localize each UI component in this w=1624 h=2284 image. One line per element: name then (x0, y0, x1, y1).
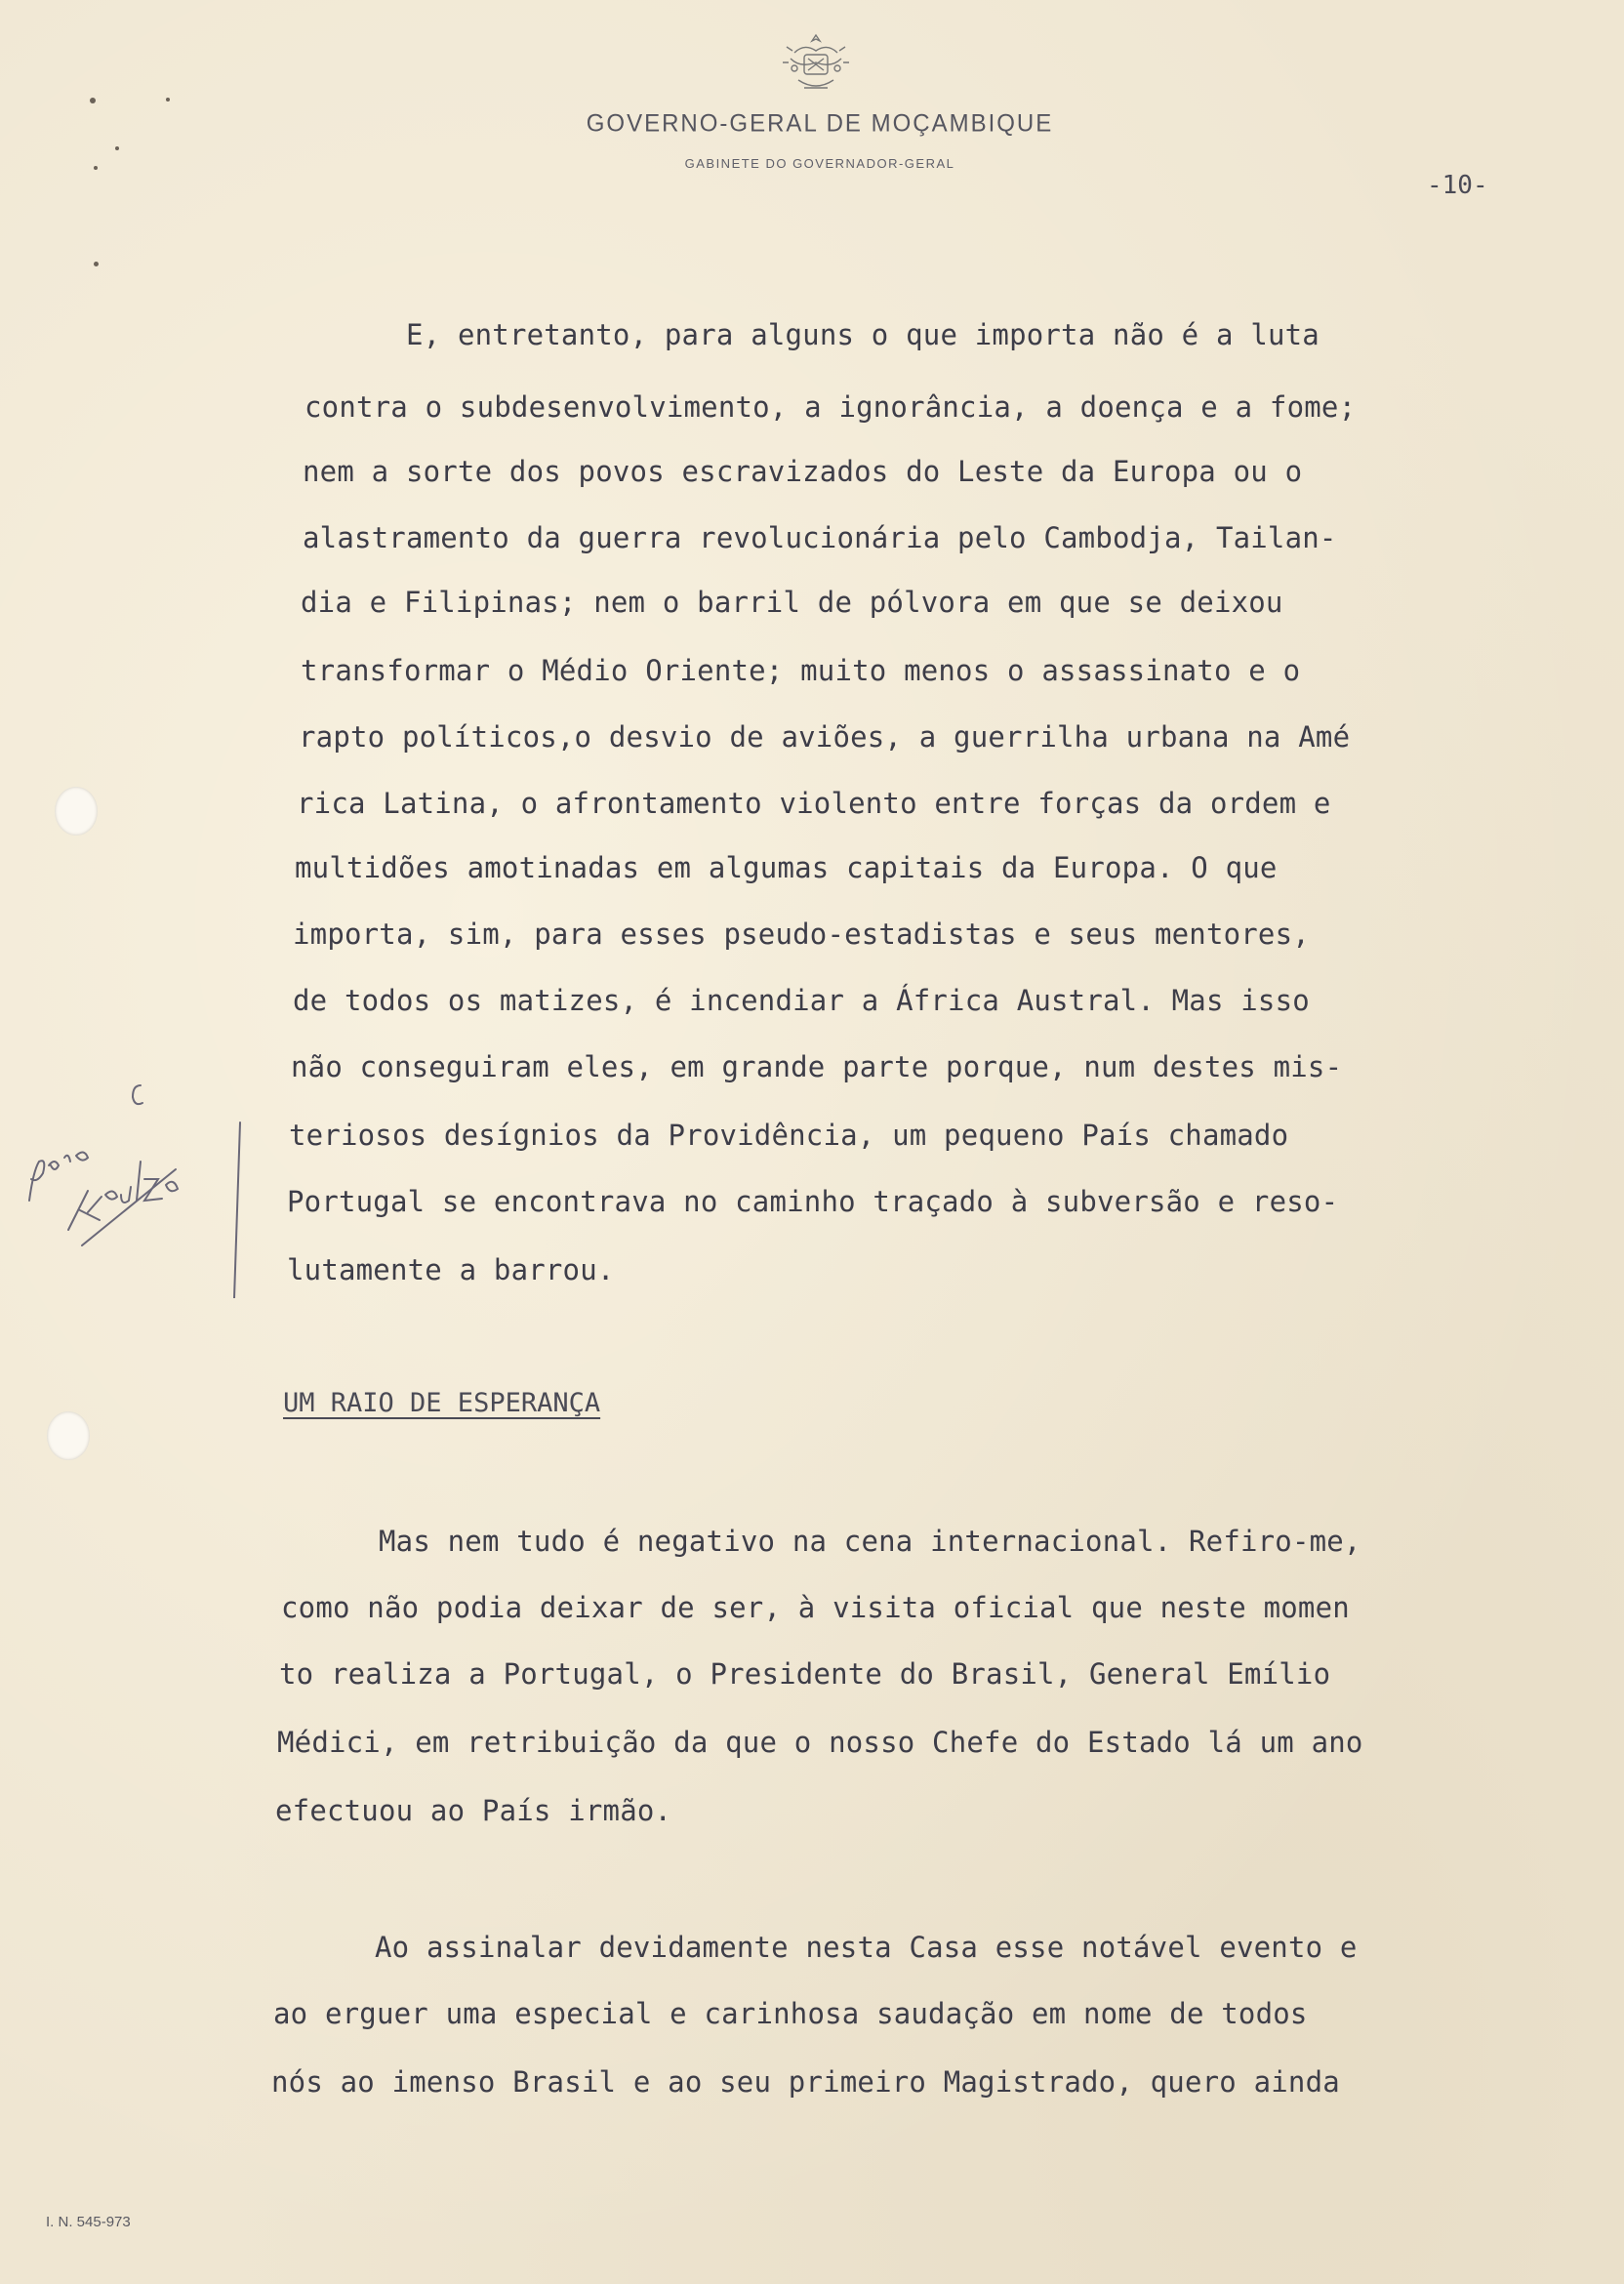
handwritten-margin-note (20, 1064, 244, 1298)
body-line: dia e Filipinas; nem o barril de pólvora em que se deixou (301, 586, 1283, 619)
body-line: multidões amotinadas em algumas capitais da Europa. O que (295, 851, 1278, 884)
punch-hole (47, 1411, 90, 1460)
body-line: transformar o Médio Oriente; muito menos o assassinato e o (301, 654, 1301, 687)
body-line: de todos os matizes, é incendiar a África Austral. Mas isso (293, 984, 1310, 1017)
paper-speck (115, 146, 119, 150)
punch-hole (55, 787, 98, 836)
body-line: não conseguiram eles, em grande parte porque, num destes mis- (291, 1050, 1343, 1083)
coat-of-arms-icon (765, 29, 867, 100)
body-line: nós ao imenso Brasil e ao seu primeiro Magistrado, quero ainda (271, 2065, 1340, 2099)
paper-speck (94, 262, 99, 266)
body-line: teriosos desígnios da Providência, um pequeno País chamado (289, 1119, 1289, 1152)
body-line: importa, sim, para esses pseudo-estadistas e seus mentores, (293, 918, 1310, 951)
paper-speck (166, 98, 170, 102)
body-line: alastramento da guerra revolucionária pelo Cambodja, Tailan- (303, 521, 1337, 554)
body-line: contra o subdesenvolvimento, a ignorância, a doença e a fome; (304, 390, 1357, 424)
body-line: Portugal se encontrava no caminho traçado à subversão e reso- (287, 1185, 1339, 1218)
body-line: to realiza a Portugal, o Presidente do Brasil, General Emílio (279, 1657, 1331, 1691)
body-line: Médici, em retribuição da que o nosso Chefe do Estado lá um ano (277, 1726, 1363, 1759)
body-line: rapto políticos,o desvio de aviões, a guerrilha urbana na Amé (299, 720, 1351, 754)
body-line: lutamente a barrou. (287, 1253, 615, 1286)
section-heading: UM RAIO DE ESPERANÇA (283, 1388, 601, 1418)
paper-speck (94, 166, 98, 170)
body-line: rica Latina, o afrontamento violento entre forças da ordem e (297, 787, 1331, 820)
body-line: Mas nem tudo é negativo na cena internacional. Refiro-me, (379, 1525, 1361, 1558)
body-line: efectuou ao País irmão. (275, 1794, 672, 1827)
letterhead-subtitle: GABINETE DO GOVERNADOR-GERAL (684, 156, 955, 171)
form-code: I. N. 545-973 (46, 2214, 131, 2230)
body-line: nem a sorte dos povos escravizados do Leste da Europa ou o (303, 455, 1303, 488)
body-line: como não podia deixar de ser, à visita oficial que neste momen (281, 1591, 1350, 1624)
body-line: ao erguer uma especial e carinhosa saudação em nome de todos (273, 1997, 1308, 2030)
page-number: -10- (1427, 171, 1488, 200)
paper-speck (90, 98, 96, 103)
body-line: E, entretanto, para alguns o que importa não é a luta (406, 318, 1320, 351)
body-line: Ao assinalar devidamente nesta Casa esse notável evento e (375, 1931, 1358, 1964)
letterhead-title: GOVERNO-GERAL DE MOÇAMBIQUE (586, 109, 1054, 138)
